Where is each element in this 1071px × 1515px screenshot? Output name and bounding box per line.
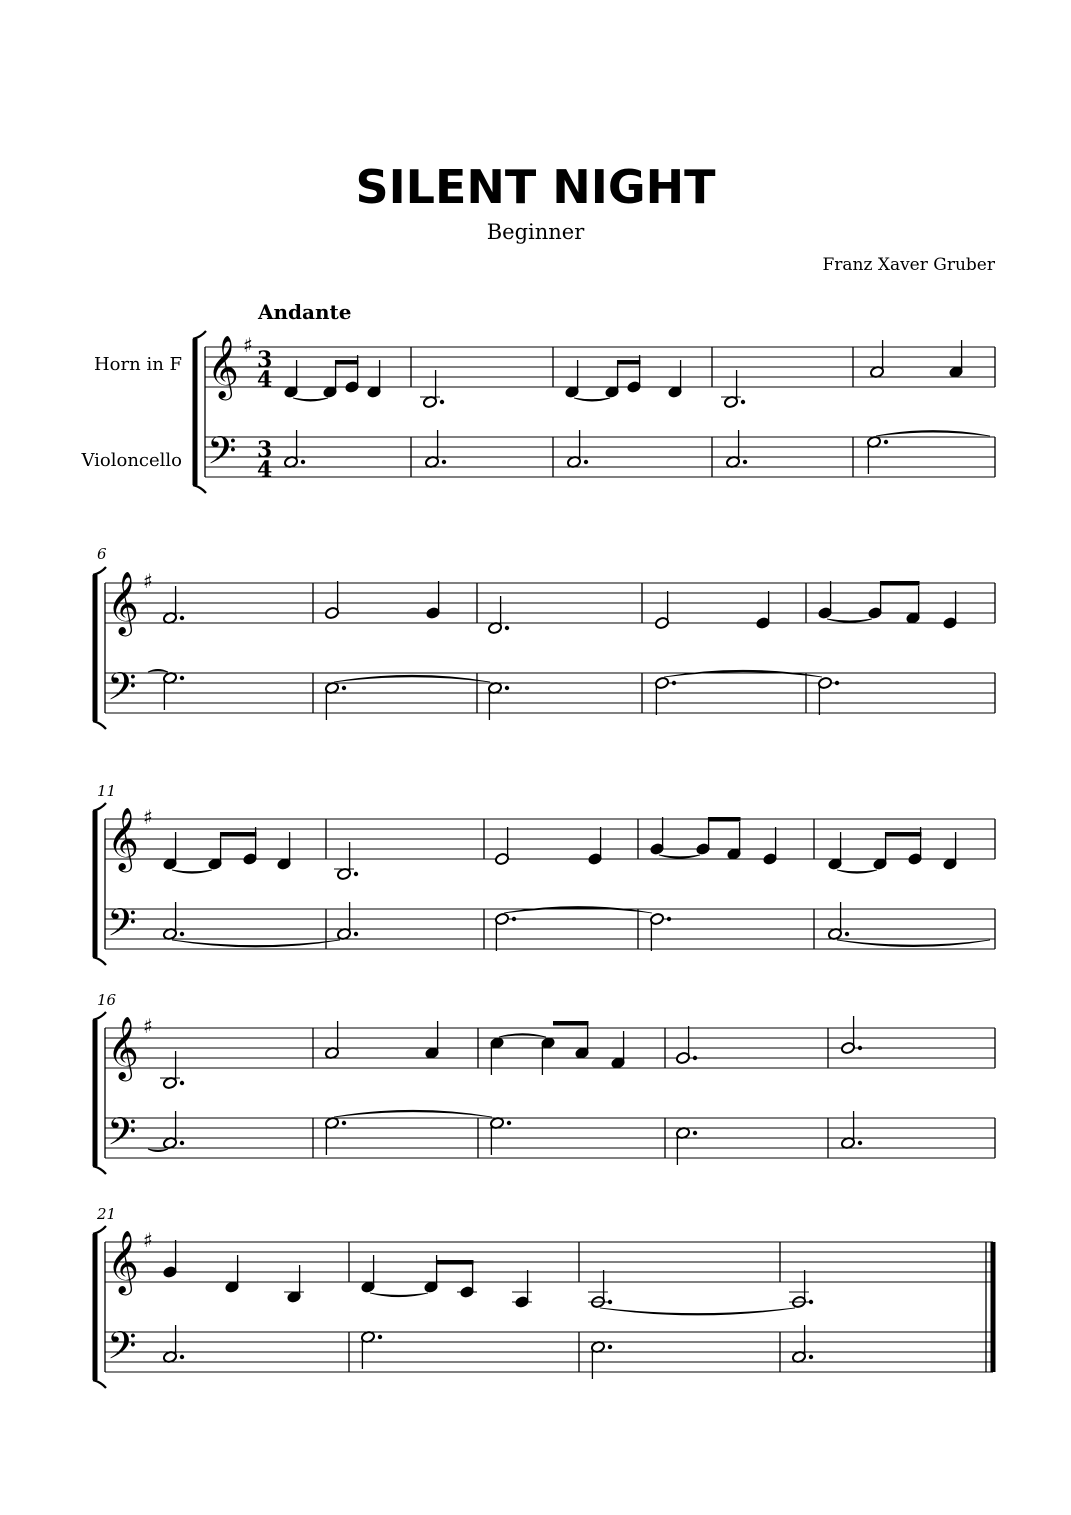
key-sharp: ♯	[243, 333, 253, 357]
tie	[148, 1149, 168, 1152]
dot	[505, 686, 509, 690]
dot	[378, 1335, 382, 1339]
bass-clef: 𝄢	[107, 1109, 137, 1163]
tie	[334, 1110, 492, 1117]
dot	[741, 400, 745, 404]
tie	[293, 398, 328, 401]
time-signature-top: 3	[257, 347, 273, 373]
key-sharp: ♯	[143, 805, 153, 829]
key-sharp: ♯	[143, 1228, 153, 1252]
dot	[180, 1141, 184, 1145]
dot	[440, 400, 444, 404]
dot	[858, 1046, 862, 1050]
beam	[220, 832, 257, 837]
instrument-label-horn: Horn in F	[93, 354, 182, 375]
tie	[504, 907, 652, 913]
dot	[845, 932, 849, 936]
dot	[180, 676, 184, 680]
bracket-hook	[93, 1380, 106, 1388]
dot	[505, 626, 509, 630]
beam	[436, 1260, 474, 1265]
dot	[442, 460, 446, 464]
dot	[743, 460, 747, 464]
dot	[693, 1131, 697, 1135]
beam	[617, 360, 641, 365]
score-subtitle: Beginner	[486, 220, 585, 244]
tie	[837, 940, 990, 947]
dot	[884, 440, 888, 444]
dot	[512, 917, 516, 921]
key-sharp: ♯	[143, 1014, 153, 1038]
measure-number: 16	[97, 991, 117, 1009]
tie	[148, 669, 168, 672]
bracket-hook	[93, 567, 106, 575]
tie	[172, 870, 212, 873]
tie	[600, 1308, 795, 1315]
tie	[876, 431, 990, 436]
dot	[180, 1081, 184, 1085]
tie	[664, 670, 822, 677]
dot	[584, 460, 588, 464]
tie	[499, 1034, 546, 1037]
bracket-hook	[93, 803, 106, 811]
bracket-hook	[93, 1226, 106, 1234]
time-signature-bottom: 4	[257, 367, 273, 393]
tie	[172, 940, 340, 947]
beam	[335, 360, 359, 365]
tie	[827, 619, 872, 622]
dot	[835, 681, 839, 685]
tie	[574, 398, 610, 401]
beam	[708, 817, 741, 822]
measure-number: 11	[97, 782, 117, 800]
bracket-hook	[193, 331, 206, 339]
beam	[885, 832, 922, 837]
dot	[809, 1300, 813, 1304]
treble-clef: 𝄞	[107, 807, 139, 870]
dot	[301, 460, 305, 464]
composer-credit: Franz Xaver Gruber	[822, 255, 995, 275]
dot	[180, 1355, 184, 1359]
measure-number: 21	[97, 1205, 117, 1223]
bracket-hook	[93, 957, 106, 965]
bass-clef: 𝄢	[207, 428, 237, 482]
beam	[880, 581, 920, 586]
dot	[180, 932, 184, 936]
tempo-marking: Andante	[258, 300, 352, 324]
tie	[370, 1293, 428, 1297]
treble-clef: 𝄞	[107, 1230, 139, 1293]
measure-number: 6	[97, 545, 107, 563]
treble-clef: 𝄞	[107, 1016, 139, 1079]
bass-clef: 𝄢	[107, 664, 137, 718]
instrument-label-cello: Violoncello	[81, 450, 182, 471]
dot	[667, 917, 671, 921]
treble-clef: 𝄞	[207, 335, 239, 398]
tie	[334, 675, 490, 682]
dot	[507, 1121, 511, 1125]
dot	[180, 616, 184, 620]
bracket-hook	[93, 1012, 106, 1020]
beam	[553, 1021, 589, 1026]
treble-clef: 𝄞	[107, 571, 139, 634]
dot	[809, 1355, 813, 1359]
dot	[342, 1121, 346, 1125]
dot	[354, 932, 358, 936]
dot	[608, 1345, 612, 1349]
bracket-hook	[93, 721, 106, 729]
dot	[672, 681, 676, 685]
bracket-hook	[193, 485, 206, 493]
score-title: SILENT NIGHT	[355, 160, 716, 214]
dot	[858, 1141, 862, 1145]
dot	[608, 1300, 612, 1304]
time-signature-top: 3	[257, 437, 273, 463]
key-sharp: ♯	[143, 569, 153, 593]
tie	[659, 855, 700, 858]
bass-clef: 𝄢	[107, 900, 137, 954]
bass-clef: 𝄢	[107, 1323, 137, 1377]
dot	[342, 686, 346, 690]
dot	[354, 872, 358, 876]
dot	[693, 1056, 697, 1060]
bracket-hook	[93, 1166, 106, 1174]
tie	[837, 870, 877, 873]
time-signature-bottom: 4	[257, 457, 273, 483]
